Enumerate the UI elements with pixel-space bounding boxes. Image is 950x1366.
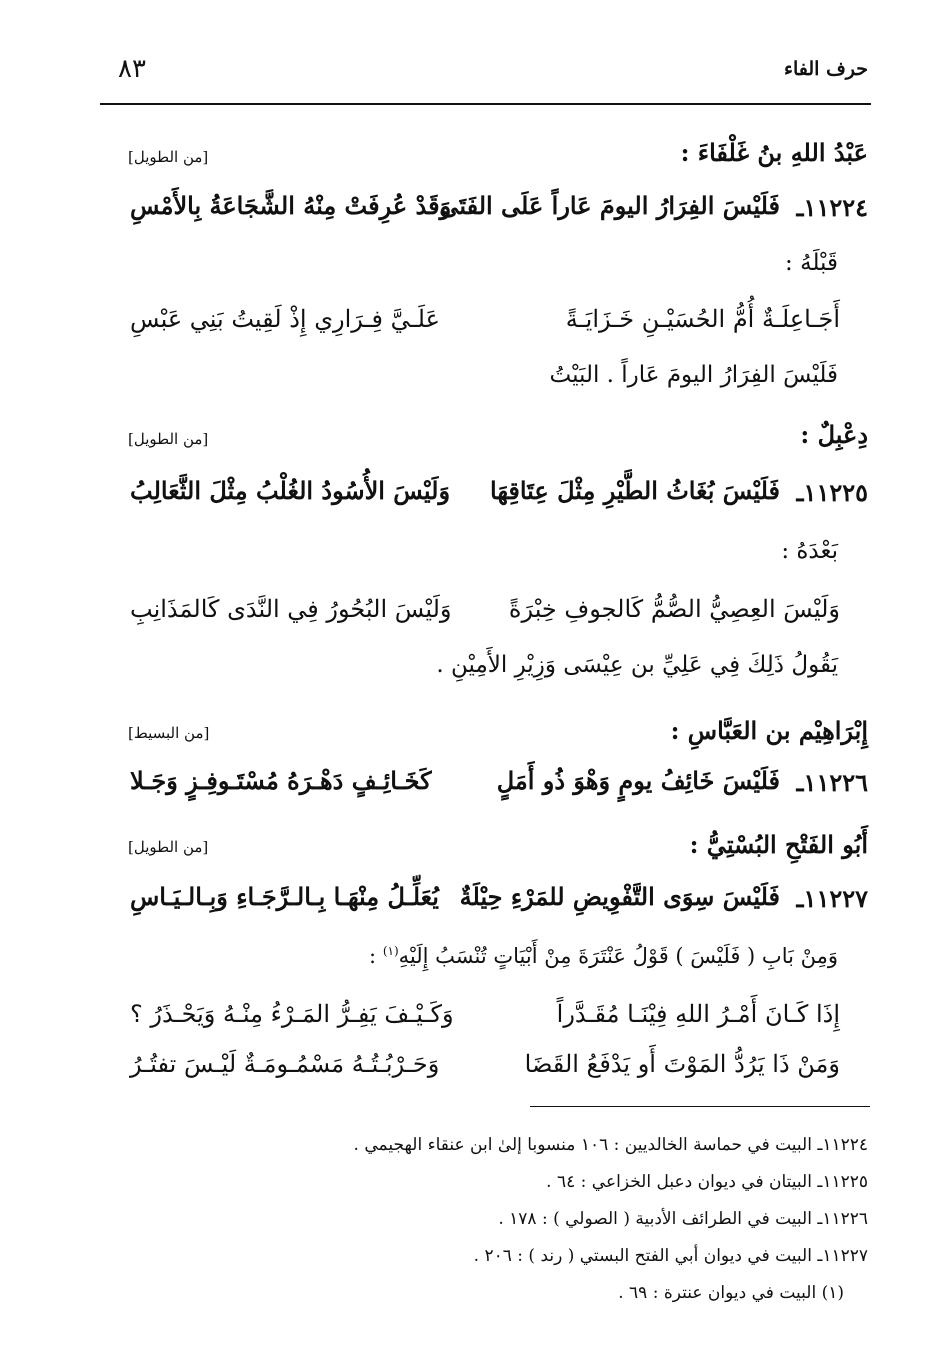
closing-hemistich-first: إِذَا كَـانَ أَمْـرُ اللهِ فِيْنَـا مُقَـدَّراً (556, 1000, 840, 1028)
meter-label: [من الطويل] (128, 838, 209, 856)
footnote: (١) البيت في ديوان عنترة : ٦٩ . (618, 1283, 844, 1303)
closing-hemistich-first: وَمَنْ ذَا يَرُدُّ المَوْتَ أَو يَدْفَعُ القَضَا (524, 1050, 840, 1078)
meter-label: [من الطويل] (128, 148, 209, 166)
context-line: فَلَيْسَ الفِرَارُ اليومَ عَاراً . البَيْتُ (549, 362, 838, 388)
footnote: ١١٢٢٦ـ البيت في الطرائف الأدبية ( الصولي ) : ١٧٨ . (498, 1209, 868, 1229)
verse-number: ١١٢٢٤ـ (796, 193, 868, 222)
closing-intro: وَمِنْ بَابِ ( فَلَيْسَ ) قَوْلُ عَنْتَرَةَ مِنْ أَبْيَاتٍ تُنْسَبُ إِلَيْهِ$^{(١)}$ : (369, 944, 838, 968)
poet-name: دِعْبِلٌ : (800, 420, 868, 449)
verse-hemistich-first: فَلَيْسَ سِوَى التَّفْوِيضِ للمَرْءِ حِيْلَةٌ (459, 882, 780, 911)
verse-hemistich-second: وَقَدْ عُرِفَتْ مِنْهُ الشَّجَاعَةُ بِالأَمْسِ (130, 191, 452, 220)
closing-hemistich-second: وَحَـرْبُـتُـهُ مَسْمُـومَـةٌ لَيْـسَ تفتُـرُ (130, 1050, 440, 1078)
context-hemistich-first: وَلَيْسَ العِصِيُّ الصُّمُّ كَالجوفِ خِبْرَةً (508, 595, 840, 623)
page-number: ٨٣ (118, 54, 146, 84)
verse-hemistich-second: وَلَيْسَ الأُسُودُ الغُلْبُ مِثْلَ الثَّعَالِبُ (130, 476, 451, 505)
footnote-rule (530, 1106, 870, 1107)
context-hemistich-second: عَلَـيَّ فِـرَارِي إِذْ لَقِيتُ بَنِي عَبْسِ (130, 305, 440, 333)
verse-number: ١١٢٢٧ـ (796, 884, 868, 913)
poet-name: أَبُو الفَتْحِ البُسْتِيُّ : (689, 830, 868, 859)
context-label: بَعْدَهُ : (781, 538, 838, 564)
context-line: يَقُولُ ذَلِكَ فِي عَلِيِّ بن عِيْسَى وَزِيْرِ الأَمِيْنِ . (436, 652, 838, 678)
footnote: ١١٢٢٥ـ البيتان في ديوان دعبل الخزاعي : ٦٤ . (546, 1172, 868, 1192)
poet-name: عَبْدُ اللهِ بنُ غَلْفَاءَ : (680, 138, 868, 167)
context-hemistich-second: وَلَيْسَ البُحُورُ فِي النَّدَى كَالمَذَانِبِ (130, 595, 452, 623)
meter-label: [من البسيط] (128, 724, 210, 742)
verse-hemistich-second: يُعَلِّـلُ مِنْهَـا بِـالـرَّجَـاءِ وَبِـالـيَـاسِ (130, 882, 439, 911)
verse-hemistich-first: فَلَيْسَ بُغَاثُ الطَّيْرِ مِثْلَ عِتَاقِهَا (490, 476, 780, 505)
running-header-title: حرف الفاء (784, 58, 868, 80)
verse-hemistich-second: كَخَـائِـفٍ دَهْـرَهُ مُسْتَـوفِـزٍ وَجَـلا (130, 766, 432, 795)
meter-label: [من الطويل] (128, 430, 209, 448)
footnote-ref: (١) (382, 944, 399, 958)
context-hemistich-first: أَجَـاعِلَـةٌ أُمُّ الحُسَيْـنِ خَـزَايَـةً (565, 305, 840, 333)
context-label: قَبْلَهُ : (785, 250, 838, 276)
verse-hemistich-first: فَلَيْسَ خَائِفُ يومٍ وَهْوَ ذُو أَمَلٍ (496, 766, 780, 795)
verse-number: ١١٢٢٦ـ (796, 768, 868, 797)
footnote: ١١٢٢٧ـ البيت في ديوان أبي الفتح البستي ( رند ) : ٢٠٦ . (473, 1246, 868, 1266)
verse-hemistich-first: فَلَيْسَ الفِرَارُ اليومَ عَاراً عَلَى الفَتَى (439, 191, 780, 220)
closing-hemistich-second: وَكَـيْـفَ يَفِـرُّ المَـرْءُ مِنْـهُ وَيَحْـذَرُ ؟ (130, 1000, 454, 1028)
poet-name: إِبْرَاهِيْم بن العَبَّاسِ : (670, 716, 868, 745)
footnote: ١١٢٢٤ـ البيت في حماسة الخالديين : ١٠٦ منسوبا إلىٰ ابن عنقاء الهجيمي . (353, 1135, 868, 1155)
header-rule (100, 103, 871, 105)
verse-number: ١١٢٢٥ـ (796, 478, 868, 507)
